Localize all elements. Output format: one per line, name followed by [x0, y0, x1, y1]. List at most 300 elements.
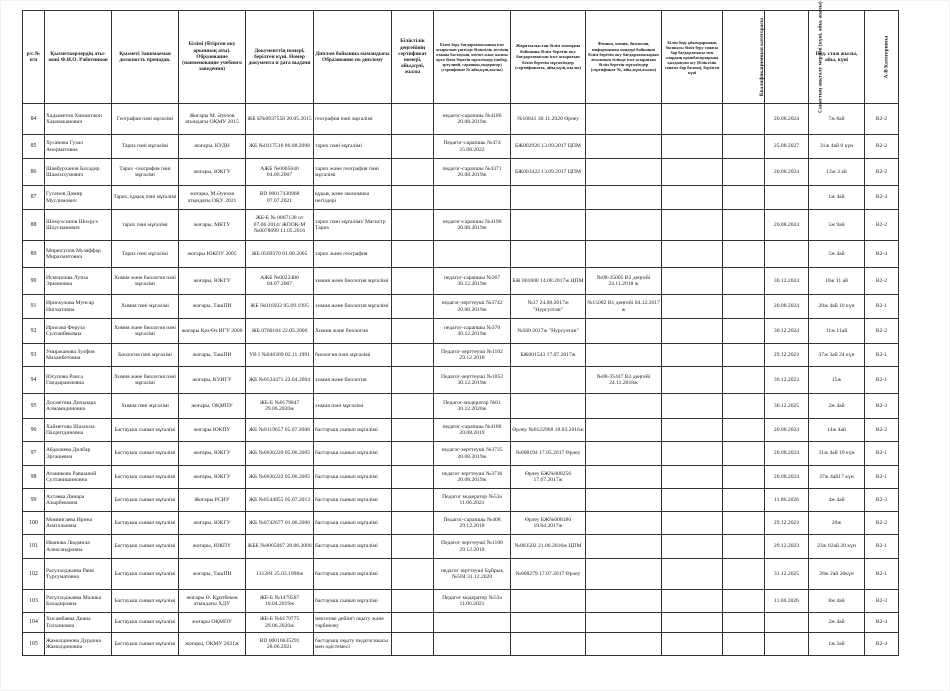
cell-next: 20.08.2024: [765, 442, 809, 466]
cell-cert: [392, 319, 434, 344]
cell-c9: [511, 590, 586, 613]
cell-cert: [392, 241, 434, 268]
cell-exp: 7ж 8ай: [809, 104, 865, 135]
cell-n: 84: [23, 104, 45, 135]
cell-spec: бастауыш оқыту педагогикасы мен әдістемесі: [314, 633, 392, 656]
cell-doc: ЖБ №016932 05.09.1995: [246, 295, 314, 319]
cell-cq: [723, 295, 765, 319]
cell-doc: ЖБ №0636222 05.06.2005: [246, 466, 314, 489]
header-category-qual: [723, 11, 765, 104]
cell-c9: [511, 186, 586, 210]
cell-next: 30.12.2023: [765, 367, 809, 394]
cell-cq: [723, 512, 765, 535]
cell-spec: химия және биология мұғалімі: [314, 268, 392, 295]
cell-doc: ЖБ №0119657 05.07.2008: [246, 419, 314, 442]
cell-c8: [434, 633, 511, 656]
cell-c11: [662, 344, 723, 367]
cell-cert: [392, 442, 434, 466]
cell-next: 20.08.2024: [765, 466, 809, 489]
cell-spec: мектепке дейінгі оқыту және тәрбиелеу: [314, 613, 392, 633]
cell-c10: [586, 394, 662, 419]
cell-spec: бастауыш сынып мұғалімі: [314, 535, 392, 559]
cell-name: Жамолдинова Дурдона Жамолдиновна: [45, 633, 112, 656]
cell-name: Шомухсинов Шохрух Шоусманович: [45, 210, 112, 241]
cell-pos: Бастауыш сынып мұғалімі: [112, 419, 179, 442]
cell-pos: Химия және биология пәні мұғалімі: [112, 268, 179, 295]
cell-c8: Педагог-зерттеуші №1102 29.12.2018: [434, 344, 511, 367]
cell-doc: BD 00016635291 28.06.2021: [246, 633, 314, 656]
cell-next: 20.08.2024: [765, 210, 809, 241]
table-row: [23, 241, 899, 268]
cell-cq: [723, 590, 765, 613]
cell-spec: химия және биология мұғалімі: [314, 295, 392, 319]
cell-edu: жоғары Қаз-Өз ИГУ 2006: [179, 319, 246, 344]
cell-c8: Педагог-зерттеуші №1108 29.12.2018: [434, 535, 511, 559]
cell-n: 104: [23, 613, 45, 633]
cell-c10: №08-35447 B2 деңгейі 24.11.2018ж: [586, 367, 662, 394]
cell-c8: педагог зерттеуші Бұйрық №504 31.12.2020: [434, 559, 511, 590]
cell-spec: география пәні мұғалімі: [314, 104, 392, 135]
table-header-row: [23, 11, 899, 104]
header-position: Қызметі Занимаемая должность преподав.: [112, 11, 179, 104]
cell-exp: 1ж 3ай: [809, 633, 865, 656]
cell-cq: [723, 367, 765, 394]
cell-c10: [586, 419, 662, 442]
cell-doc: ЖБ №0117516 06.08.2008: [246, 135, 314, 159]
cell-c11: [662, 442, 723, 466]
cell-edu: жоғары, ТашПИ: [179, 295, 246, 319]
cell-spec: тарих пәні мұғалімі/ Магистр Тарих: [314, 210, 392, 241]
cell-name: Расулходжаева Малика Бахадировна: [45, 590, 112, 613]
cell-next: 11.06.2026: [765, 489, 809, 512]
cell-spec: тарих және география: [314, 241, 392, 268]
cell-c9: БЖ003422 13.09.2017 ЦПМ: [511, 159, 586, 186]
table-row: [23, 590, 899, 613]
cell-c10: [586, 535, 662, 559]
cell-next: 11.06.2026: [765, 590, 809, 613]
cell-cat: B2-2: [865, 135, 899, 159]
cell-n: 96: [23, 419, 45, 442]
cell-doc: ЖБ №0544855 05.07.2013: [246, 489, 314, 512]
cell-cq: [723, 559, 765, 590]
cell-doc: ЖБ-Б №0179775 29.06.2020ж: [246, 613, 314, 633]
header-col11: Білім беру ұйымдарының басшысы білім беру сапасы бар бағдарламасы мен олардың орынбасарларына қалдықтан асу (біліктілік санаты бар басшы), берілген күні: [662, 11, 723, 104]
cell-name: Исмоилова Лунза Эркиновна: [45, 268, 112, 295]
cell-c8: педагог-сарапшы №4188 20.08.2019: [434, 419, 511, 442]
cell-exp: 4ж 4ай: [809, 489, 865, 512]
cell-doc: ЖБ Б№0937558 20.05.2015: [246, 104, 314, 135]
cell-next: 20.08.2024: [765, 295, 809, 319]
cell-c9: БЖ 001808 14.08.2017ж ЦПМ: [511, 268, 586, 295]
cell-doc: ЖБ-Б №0179847 29.06.2020ж: [246, 394, 314, 419]
cell-n: 91: [23, 295, 45, 319]
cell-cq: [723, 344, 765, 367]
cell-c10: №08-35005 B2 деңгейі 24.11.2018 ж: [586, 268, 662, 295]
cell-name: Иванова Людмила Александровна: [45, 535, 112, 559]
cell-next: 25.08.2027: [765, 135, 809, 159]
cell-c10: [586, 135, 662, 159]
table-row: [23, 489, 899, 512]
cell-name: Хисамбаева Диана Толхиновна: [45, 613, 112, 633]
cell-pos: Бастауыш сынып мұғалімі: [112, 489, 179, 512]
cell-c10: [586, 210, 662, 241]
header-education: Білімі (бітірген оку орынның аты). Образование (наименование учебного заведения): [179, 11, 246, 104]
cell-c10: [586, 590, 662, 613]
cell-c11: [662, 633, 723, 656]
table-row: [23, 159, 899, 186]
cell-cq: [723, 319, 765, 344]
cell-spec: бастауыш сынып мұғалімі: [314, 559, 392, 590]
cell-spec: бастауыш сынып мұғалімі: [314, 590, 392, 613]
cell-c11: [662, 419, 723, 442]
cell-cat: B2-4: [865, 241, 899, 268]
table-row: [23, 319, 899, 344]
cell-c10: [586, 241, 662, 268]
cell-name: Расулходжаева Раня Турсуматовна: [45, 559, 112, 590]
cell-cert: [392, 210, 434, 241]
cell-c11: [662, 512, 723, 535]
cell-cq: [723, 394, 765, 419]
cell-c9: [511, 394, 586, 419]
cell-exp: 23ж 02ай 20 күн: [809, 535, 865, 559]
cell-n: 93: [23, 344, 45, 367]
table-row: [23, 135, 899, 159]
header-next-cert: [765, 1, 824, 113]
header-next-cert-text: Санаттың аяқталу мерзімі (күні, айы, жылы): [817, 1, 824, 113]
table-row: [23, 442, 899, 466]
cell-name: Шавбурханов Бахадир Шамсихумович: [45, 159, 112, 186]
table-row: [23, 535, 899, 559]
cell-next: [765, 186, 809, 210]
cell-cat: B2-3: [865, 394, 899, 419]
cell-exp: 11ж 11ай: [809, 319, 865, 344]
cell-c11: [662, 268, 723, 295]
cell-pos: Бастауыш сынып мұғалімі: [112, 535, 179, 559]
cell-cq: [723, 104, 765, 135]
cell-cert: [392, 512, 434, 535]
cell-cert: [392, 419, 434, 442]
cell-cat: B2-1: [865, 344, 899, 367]
cell-edu: жоғары ЮКПУ 2005: [179, 241, 246, 268]
cell-pos: Тарих пәні мұғалімі: [112, 241, 179, 268]
cell-pos: Бастауыш сынып мұғалімі: [112, 512, 179, 535]
cell-cat: B2-2: [865, 159, 899, 186]
cell-next: 20.08.2024: [765, 104, 809, 135]
cell-cq: [723, 159, 765, 186]
cell-edu: жоғары, ОҚМПУ: [179, 394, 246, 419]
cell-name: Досметова Дильнара Алмамидиновна: [45, 394, 112, 419]
cell-c10: [586, 442, 662, 466]
cell-n: 89: [23, 241, 45, 268]
cell-cert: [392, 104, 434, 135]
cell-c8: педагог-сарапшы №4190 20.08.2019ж: [434, 210, 511, 241]
cell-cat: B2-1: [865, 559, 899, 590]
cell-c8: [434, 186, 511, 210]
cell-pos: тарих пәні мұғалімі: [112, 210, 179, 241]
cell-c10: [586, 159, 662, 186]
cell-cert: [392, 613, 434, 633]
header-category-qual-text: Квалификационная категорасы: [759, 17, 766, 97]
header-name: Қызметкерлердің аты-жөні Ф.И.О. Работников: [45, 11, 112, 104]
cell-c9: Өрлеу БЖ№008256 17.07.2017ж: [511, 466, 586, 489]
cell-spec: бастауыш сынып мұғалімі: [314, 466, 392, 489]
cell-exp: 2ж 4ай: [809, 613, 865, 633]
cell-c9: №37 24.08.2017ж "Нурсултан": [511, 295, 586, 319]
cell-doc: УВ І №040369 02.11.1991: [246, 344, 314, 367]
cell-c11: [662, 135, 723, 159]
cell-c8: педагог зерттеуші №3736 20.08.2019ж: [434, 466, 511, 489]
table-row: [23, 512, 899, 535]
cell-next: [765, 613, 809, 633]
cell-c9: [511, 613, 586, 633]
cell-c11: [662, 559, 723, 590]
cell-edu: жоғары, ТашПИ: [179, 559, 246, 590]
table-row: [23, 268, 899, 295]
cell-c8: педагог-сарапшы №367 30.12.2019ж: [434, 268, 511, 295]
cell-c11: [662, 367, 723, 394]
cell-cat: B2-1: [865, 295, 899, 319]
cell-next: 29.12.2023: [765, 344, 809, 367]
staff-table-page: [22, 1, 898, 656]
cell-name: Хусанова Гузал Анорматовна: [45, 135, 112, 159]
cell-edu: жоғары, ОҚМУ 2021ж: [179, 633, 246, 656]
cell-c8: педагог-сарапшы №4371 20.08.2019ж: [434, 159, 511, 186]
cell-c8: Педагог-зерттеуші №1052 30.12.2019ж: [434, 367, 511, 394]
cell-c11: [662, 590, 723, 613]
cell-cert: [392, 295, 434, 319]
cell-name: Момингаева Ирина Анатольевна: [45, 512, 112, 535]
cell-name: Хайметова Шахноза Пахритдиновна: [45, 419, 112, 442]
cell-cert: [392, 135, 434, 159]
cell-n: 97: [23, 442, 45, 466]
cell-exp: 5ж 4ай: [809, 241, 865, 268]
cell-name: Хадыметов Хикматжон Хакимжанович: [45, 104, 112, 135]
cell-c8: педагог-зерттеуші №3735 20.08.2019ж: [434, 442, 511, 466]
cell-cert: [392, 559, 434, 590]
table-row: [23, 344, 899, 367]
cell-cat: B2-3: [865, 590, 899, 613]
cell-pos: Химия пәні мұғалімі: [112, 295, 179, 319]
cell-name: Мирюсупов Музаффар Мирахмитович: [45, 241, 112, 268]
cell-c9: №008194 17.05.2017 Өрлеу: [511, 442, 586, 466]
cell-exp: 5ж 9ай: [809, 210, 865, 241]
cell-c8: [434, 613, 511, 633]
cell-doc: АЖБ №0022480 04.07.2007: [246, 268, 314, 295]
cell-doc: АЖБ №0005640 04.06.2007: [246, 159, 314, 186]
header-ped-exp: Пед. стаж жылы, айы, күні: [809, 11, 865, 104]
staff-table: [22, 1, 899, 656]
cell-exp: 37ж 4ай17 күн: [809, 466, 865, 489]
cell-name: Ахтаева Динара Азырбековна: [45, 489, 112, 512]
cell-name: Юсупова Раиса Гапдыраимовна: [45, 367, 112, 394]
cell-c10: [586, 104, 662, 135]
cell-pos: Тарих пәні мұғалімі: [112, 135, 179, 159]
cell-next: 31.12.2025: [765, 559, 809, 590]
cell-cat: B2-2: [865, 512, 899, 535]
cell-cert: [392, 186, 434, 210]
cell-doc: ЖБ-Б № 0067138 от 07.06.2014/ ЖООК-М №0078699 11.05.2016: [246, 210, 314, 241]
cell-c8: Педагог модератор №53ә 11.06.2021: [434, 489, 511, 512]
cell-next: 29.12.2023: [765, 512, 809, 535]
cell-c11: [662, 210, 723, 241]
cell-next: 30.12.2024: [765, 268, 809, 295]
cell-cq: [723, 419, 765, 442]
cell-cq: [723, 210, 765, 241]
cell-n: 99: [23, 489, 45, 512]
header-num: р/с.№ п/п: [23, 11, 45, 104]
cell-next: [765, 241, 809, 268]
cell-cat: B2-4: [865, 613, 899, 633]
cell-exp: 20ж: [809, 512, 865, 535]
cell-cert: [392, 268, 434, 295]
cell-name: Ирисова Феруза Султанбековна: [45, 319, 112, 344]
cell-cq: [723, 489, 765, 512]
cell-c9: Өрлеу БЖ№008180 19.04.2017ж: [511, 512, 586, 535]
cell-n: 98: [23, 466, 45, 489]
cell-spec: биология пәні мұғалімі: [314, 344, 392, 367]
cell-c9: №003502 21.06.2016ж ЦПМ: [511, 535, 586, 559]
cell-exp: 15ж: [809, 367, 865, 394]
header-document: Документтің номері, берілген күні. Номер документа и дата выдачи: [246, 11, 314, 104]
cell-exp: 14ж 4ай: [809, 419, 865, 442]
cell-edu: жоғары, ЮКГУ: [179, 268, 246, 295]
cell-name: Абдалиева Дилбар Эргашевна: [45, 442, 112, 466]
cell-c8: педагог-сарапшы №370 30.12.2019ж: [434, 319, 511, 344]
cell-c11: [662, 535, 723, 559]
cell-name: Гусенов Дамир Муслимович: [45, 186, 112, 210]
cell-spec: тарих және география пәні мұғалімі: [314, 159, 392, 186]
cell-spec: құқық және экономика негіздері: [314, 186, 392, 210]
cell-n: 102: [23, 559, 45, 590]
cell-c10: [586, 613, 662, 633]
cell-edu: жоғары Ө. Құнтбеков атындағы ХДУ: [179, 590, 246, 613]
cell-next: 20.08.2024: [765, 419, 809, 442]
cell-name: Атаникова Равшаной Султанишиновна: [45, 466, 112, 489]
cell-c8: Педагог-сарапшы №474 25.08.2022: [434, 135, 511, 159]
cell-c10: [586, 466, 662, 489]
cell-c11: [662, 159, 723, 186]
cell-c9: [511, 489, 586, 512]
cell-n: 88: [23, 210, 45, 241]
cell-cq: [723, 241, 765, 268]
cell-spec: бастауыш сынып мұғалімі: [314, 442, 392, 466]
cell-c9: БЖ002926 13.09.2017 ЦПМ: [511, 135, 586, 159]
cell-c9: №008279 17.07.2017 Өрлеу: [511, 559, 586, 590]
cell-c11: [662, 295, 723, 319]
cell-spec: химия пәні мұғалімі: [314, 394, 392, 419]
table-row: [23, 186, 899, 210]
cell-c11: [662, 186, 723, 210]
table-row: [23, 295, 899, 319]
cell-edu: жоғары, КУДН: [179, 135, 246, 159]
table-row: [23, 419, 899, 442]
cell-exp: 8ж 4ай: [809, 590, 865, 613]
cell-cq: [723, 442, 765, 466]
cell-spec: химия және биология: [314, 367, 392, 394]
cell-c9: Өрлеу №0122968 18.03.2016ж: [511, 419, 586, 442]
cell-exp: 28ж 4ай 10 күн: [809, 295, 865, 319]
cell-cat: B2-2: [865, 104, 899, 135]
table-row: [23, 367, 899, 394]
cell-cat: B2-2: [865, 268, 899, 295]
table-row: [23, 633, 899, 656]
cell-next: 30.12.2024: [765, 319, 809, 344]
cell-c10: [586, 319, 662, 344]
cell-n: 103: [23, 590, 45, 613]
cell-c9: [511, 633, 586, 656]
cell-c9: [511, 241, 586, 268]
cell-cat: B2-1: [865, 466, 899, 489]
cell-c8: педагог-сарапшы №4186 20.08.2019ж: [434, 104, 511, 135]
cell-cq: [723, 466, 765, 489]
cell-c11: [662, 394, 723, 419]
cell-exp: 2ж 4ай: [809, 394, 865, 419]
cell-c8: педагог-зерттеуші №3742 20.08.2019ж: [434, 295, 511, 319]
cell-pos: Тарих -география пәні мұғалімі: [112, 159, 179, 186]
cell-doc: ЖБ №0742677 01.06.2006: [246, 512, 314, 535]
cell-next: 29.12.2023: [765, 535, 809, 559]
cell-n: 94: [23, 367, 45, 394]
cell-pos: Химия және биология пәні мұғалімі: [112, 319, 179, 344]
cell-c11: [662, 104, 723, 135]
cell-doc: ЖБ-Б №1479587 10.04.2019ж: [246, 590, 314, 613]
cell-n: 85: [23, 135, 45, 159]
cell-exp: 10ж 11 ай: [809, 268, 865, 295]
cell-exp: 1ж 4ай: [809, 186, 865, 210]
cell-c8: Педагог-сарапшы №408 29.12.2018: [434, 512, 511, 535]
cell-edu: жоғары, ЮКГУ: [179, 442, 246, 466]
cell-edu: жоғары, КУИГУ: [179, 367, 246, 394]
cell-c10: [586, 512, 662, 535]
header-category-text: А-В Категориясы: [883, 35, 890, 79]
cell-cert: [392, 367, 434, 394]
cell-edu: жоғары, М.Әуезов атындағы ОҚУ 2021: [179, 186, 246, 210]
cell-n: 105: [23, 633, 45, 656]
cell-doc: ЖБ 0569370 01.08.2005: [246, 241, 314, 268]
cell-n: 87: [23, 186, 45, 210]
cell-c11: [662, 466, 723, 489]
table-row: [23, 466, 899, 489]
cell-cat: B2-3: [865, 489, 899, 512]
cell-doc: 131284 25.03.1998ж: [246, 559, 314, 590]
cell-spec: бастауыш сынып мұғалімі: [314, 419, 392, 442]
cell-edu: жоғары, ТашПИ: [179, 344, 246, 367]
cell-pos: Бастауыш сынып мұғалімі: [112, 442, 179, 466]
cell-c9: №560 2017ж "Нурсултан": [511, 319, 586, 344]
cell-c11: [662, 489, 723, 512]
cell-doc: ЖБ 0760184 22.05.2006: [246, 319, 314, 344]
cell-cat: B2-2: [865, 210, 899, 241]
cell-cat: B2-1: [865, 367, 899, 394]
cell-cert: [392, 489, 434, 512]
cell-edu: жоғары, ЮКГУ: [179, 512, 246, 535]
cell-c10: [586, 344, 662, 367]
cell-n: 95: [23, 394, 45, 419]
header-category: [865, 11, 899, 104]
table-row: [23, 613, 899, 633]
cell-pos: Бастауыш сынып мұғалімі: [112, 633, 179, 656]
cell-cq: [723, 268, 765, 295]
cell-spec: бастауыш сынып мұғалімі: [314, 489, 392, 512]
table-row: [23, 104, 899, 135]
cell-edu: жоғары, МКТУ: [179, 210, 246, 241]
cell-c9: БЖ001543 17.07.2017ж: [511, 344, 586, 367]
cell-spec: бастауыш сынып мұғалімі: [314, 512, 392, 535]
cell-cert: [392, 159, 434, 186]
cell-doc: ЖББ №0005067 28.06.2006: [246, 535, 314, 559]
header-col9: Жаратылыстан білім мазмұны бойынша білім беретін оку бағдарламасын іске асыратын білім беретін мұғалімдер (сертификаты, айы,күні,жылы): [511, 11, 586, 104]
cell-pos: Бастауыш сынып мұғалімі: [112, 613, 179, 633]
